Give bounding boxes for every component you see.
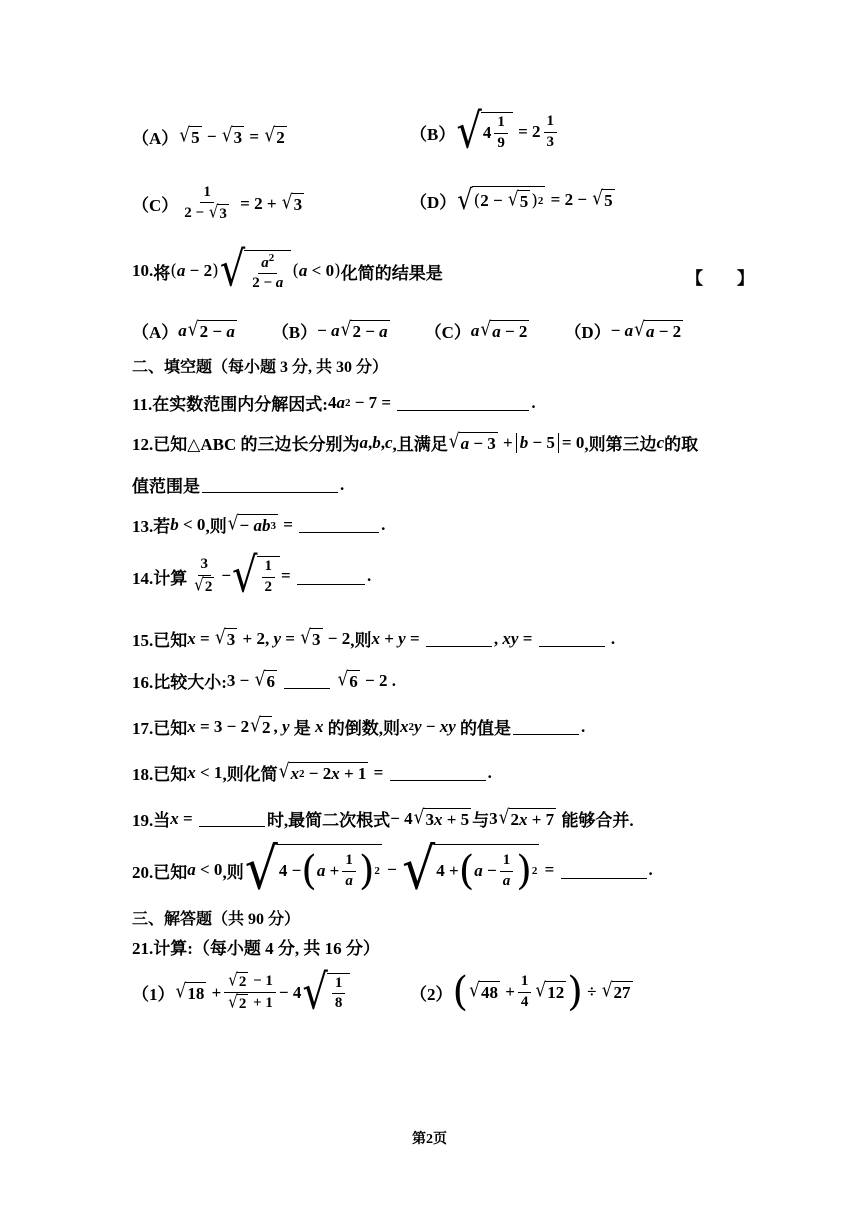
q21-part1: （1） √ 18 + √ 2 − 1 √ 2 + 1 − 4 √ $\frac{1}{8}$ (132, 972, 351, 1014)
q11: 11.在实数范围内分解因式: 4 a 2 − 7 = . (132, 392, 536, 414)
answer-bracket: 【 】 (686, 269, 754, 288)
q21-part2: （2） ( √ 48 + $\frac{1}{4}$ √ 12 ) ÷ √ 27 (410, 969, 631, 1015)
q9-option-b: （B） √ 4 $\frac{1}{9}$ = 2 $\frac{1}{3}$ (410, 112, 560, 152)
answer-blank[interactable] (561, 862, 647, 879)
q16: 16.比较大小: 3 − √ 6 √ 6 − 2 . (132, 667, 396, 692)
radical: √ 2 (264, 123, 285, 147)
answer-blank[interactable] (199, 810, 265, 827)
radical: √ 3 (281, 191, 303, 215)
radical: √ 5 (592, 187, 613, 211)
radical: √ $\frac{a^2}{2 - a}$ (220, 250, 292, 293)
q13: 13.若 b < 0 ,则 √ − ab 3 = . (132, 511, 386, 536)
fraction: 1 2 − √ 3 (184, 184, 227, 223)
option-label: （A） (132, 129, 179, 148)
section-title: 三、解答题（共 90 分） (132, 911, 301, 928)
q18: 18.已知 x < 1 ,则化简 √ x 2 − 2 x + 1 = . (132, 759, 492, 784)
answer-blank[interactable] (390, 764, 486, 781)
answer-blank[interactable] (284, 672, 330, 689)
radical: √ ( 2 − √ 5 ) 2 (457, 183, 544, 217)
q17: 17.已知 x = 3 − 2 √ 2 , y 是 x 的倒数,则 x 2 y − xy 的值是 . (132, 713, 586, 738)
answer-blank[interactable] (297, 568, 365, 585)
option-label: （C） (132, 196, 179, 216)
q21-stem: 21.计算:（每小题 4 分, 共 16 分） (132, 939, 380, 958)
q10-stem: 10. 将 ( a − 2 ) √ $\frac{a^2}{2 - a}$ ( a < 0 ) 化简的结果是 (132, 242, 443, 298)
answer-blank[interactable] (513, 718, 579, 735)
q10-options: （A） a √ 2 − a （B） − a √ 2 − a （C） a √ a − 2 （D） − a √ a − 2 (132, 317, 682, 342)
q12-line1: 12.已知△ABC 的三边长分别为 a , b , c ,且满足 √ a − 3 + b − 5 = 0 ,则第三边 c 的取 (132, 429, 699, 454)
q14: 14.计算 3 √ 2 − √ $\frac{1}{2}$ = . (132, 548, 372, 604)
q9-option-d: （D） √ ( 2 − √ 5 ) 2 = 2 − √ 5 (410, 183, 613, 217)
answer-blank[interactable] (397, 394, 529, 411)
q12-line2: 值范围是 . (132, 474, 345, 496)
option-label: （B） (410, 124, 456, 144)
q9-option-c: （C） 1 2 − √ 3 = 2 + √ 3 (132, 184, 303, 223)
q15: 15.已知 x = √ 3 + 2, y = √ 3 − 2 ,则 x + y = , xy = . (132, 625, 616, 650)
q9-option-a: （A） √ 5 − √ 3 = √ 2 (132, 123, 285, 148)
option-label: （D） (410, 192, 457, 212)
radical: √ 3 (221, 123, 243, 147)
section-title: 二、填空题（每小题 3 分, 共 30 分） (132, 359, 389, 376)
radical: √ 5 (179, 123, 200, 147)
answer-blank[interactable] (426, 630, 492, 647)
answer-blank[interactable] (299, 516, 379, 533)
radical: √ 4 $\frac{1}{9}$ (456, 112, 513, 152)
q19: 19.当 x = 时,最简二次根式 − 4 √ 3 x + 5 与 3 √ 2 x + 7 能够合并. (132, 805, 634, 830)
q20: 20.已知 a < 0 ,则 √ 4 − ( a + $\frac{1}{a}$ ) 2 − √ 4 + ( a − $\frac{1}{a}$ ) 2 = . (132, 837, 653, 903)
answer-blank[interactable] (539, 630, 605, 647)
page-number: 第2页 (412, 1132, 447, 1147)
answer-blank[interactable] (202, 476, 338, 493)
